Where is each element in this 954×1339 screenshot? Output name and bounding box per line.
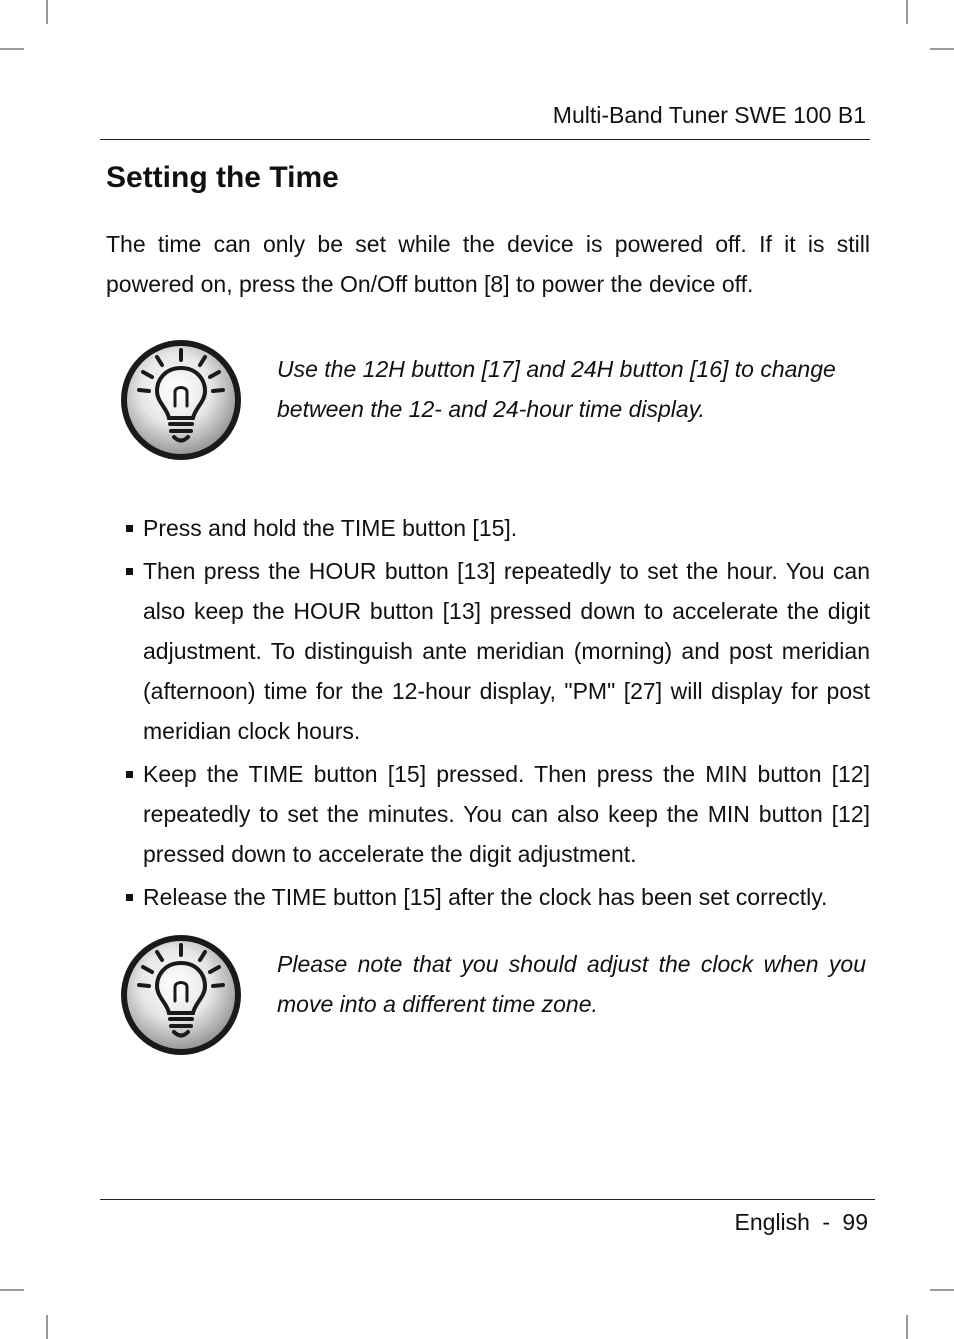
crop-mark	[906, 0, 908, 24]
list-item	[126, 508, 870, 548]
footer-language: English	[734, 1209, 810, 1235]
crop-mark	[930, 1289, 954, 1291]
list-item	[126, 551, 870, 751]
document-header-title: Multi-Band Tuner SWE 100 B1	[552, 102, 866, 128]
crop-mark	[0, 48, 24, 50]
page-footer	[735, 1207, 868, 1237]
lightbulb-icon	[117, 931, 245, 1059]
list-item	[126, 877, 870, 917]
tip-text: Use the 12H button [17] and 24H button [16] to change between the 12- and 24-hour time display.	[277, 356, 836, 422]
bullet-square-icon	[126, 771, 133, 778]
list-item-text: Keep the TIME button [15] pressed. Then press the MIN button [12] repeatedly to set the minutes. You can also keep the MIN button [12] pressed down to accelerate the digit adjustment.	[143, 761, 870, 867]
footer-separator: -	[822, 1209, 831, 1235]
footer-divider	[100, 1199, 875, 1200]
bullet-square-icon	[126, 568, 133, 575]
header-divider	[100, 139, 870, 140]
crop-mark	[46, 1315, 48, 1339]
list-item	[126, 754, 870, 874]
crop-mark	[930, 48, 954, 50]
list-item-text: Then press the HOUR button [13] repeatedly to set the hour. You can also keep the HOUR button [13] pressed down to accelerate the digit adjustment. To distinguish ante meridian (morning) and post meridian (afternoon) time for the 12-hour display, "PM" [27] will display for post meridian clock hours.	[143, 558, 870, 744]
intro-paragraph: The time can only be set while the device is powered off. If it is still powered on, press the On/Off button [8] to power the device off.	[106, 231, 870, 297]
tip-text: Please note that you should adjust the clock when you move into a different time zone.	[277, 951, 866, 1017]
page-number: 99	[842, 1209, 868, 1235]
section-heading: Setting the Time	[106, 161, 339, 194]
list-item-text: Release the TIME button [15] after the clock has been set correctly.	[143, 884, 828, 910]
crop-mark	[0, 1289, 24, 1291]
crop-mark	[46, 0, 48, 24]
bullet-square-icon	[126, 525, 133, 532]
list-item-text: Press and hold the TIME button [15].	[143, 515, 518, 541]
bullet-square-icon	[126, 894, 133, 901]
steps-list	[126, 508, 870, 920]
lightbulb-icon	[117, 336, 245, 464]
crop-mark	[906, 1315, 908, 1339]
